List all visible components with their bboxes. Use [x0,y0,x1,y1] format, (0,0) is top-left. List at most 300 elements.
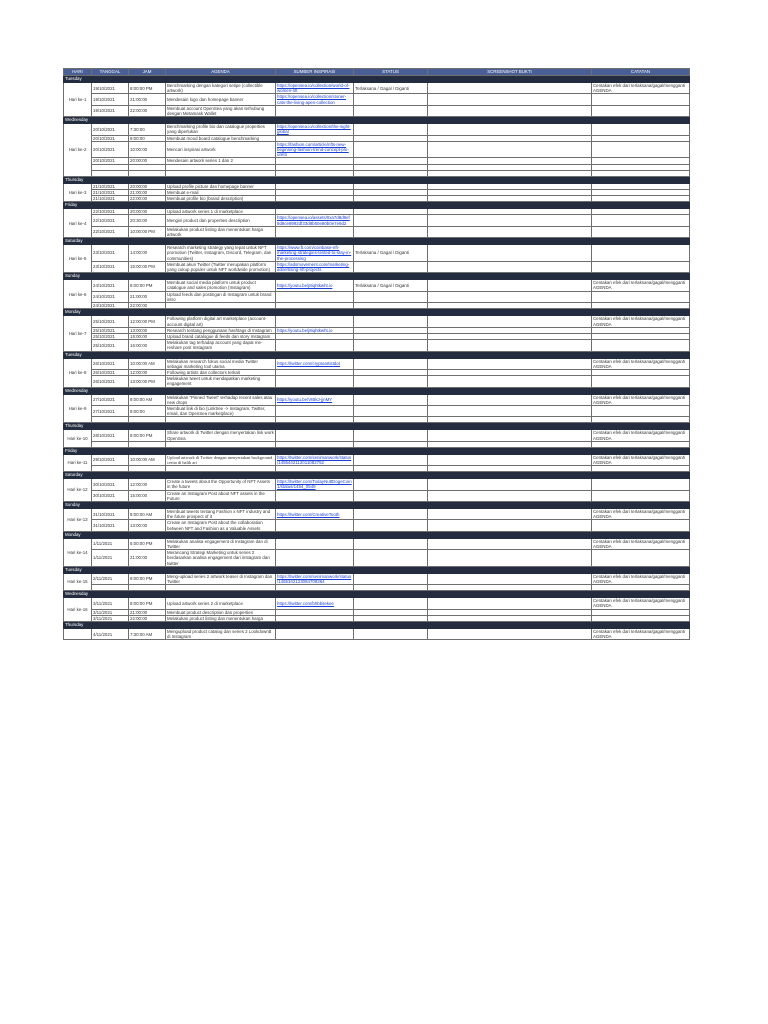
screenshot-cell [428,124,592,135]
sumber-cell [276,141,354,158]
agenda-cell: Upload brand catalogue di feeds dan story Instagram [166,333,276,339]
jam-cell: 21:00:00 [129,291,166,302]
hari-cell: Hari ke-9 [64,394,92,423]
header-hari: HARI [64,69,92,76]
hari-cell: Hari ke-16 [64,598,92,622]
tanggal-cell: 25/10/2021 [92,316,129,327]
jam-cell: 8:00:00 PM [129,280,166,291]
tanggal-cell: 26/10/2021 [92,376,129,387]
table-row [64,124,690,135]
jam-cell: 15:00:00 [129,333,166,339]
catatan-cell: Centakan efek dari terlaksana/gagal/mengganti AGENDA [592,454,690,465]
catatan-cell [592,141,690,158]
status-cell [354,141,428,158]
status-cell [354,394,428,405]
jam-cell: 21:00:00 [129,609,166,615]
screenshot-cell [428,520,592,531]
status-cell [354,226,428,237]
status-cell [354,573,428,584]
screenshot-cell [428,141,592,158]
sumber-cell [276,340,354,351]
header-screenshot: SCREENSHOT BUKTI [428,69,592,76]
tanggal-cell: 20/10/2021 [92,124,129,135]
day-header-row [64,309,690,316]
tanggal-cell: 20/10/2021 [92,158,129,164]
day-name: Tuesday [64,76,690,83]
tanggal-cell: 1/11/2021 [92,550,129,567]
table-row [64,405,690,416]
sumber-cell [276,94,354,105]
day-header-row [64,423,690,430]
agenda-cell: Merancang Strategi Marketing untuk series 2 berdasarkan analisa engagement dari instagram dan twitter [166,550,276,567]
agenda-cell: Benchmarking dengan kategori setipe (collectible artwork) [166,83,276,94]
tanggal-cell: 22/10/2021 [92,209,129,215]
tanggal-cell: 30/10/2021 [92,479,129,490]
table-row [64,94,690,105]
status-cell [354,105,428,116]
agenda-cell: Melakukan product listing dan menentukan harga [166,615,276,621]
agenda-cell: Mencari inspirasi artwork [166,141,276,158]
table-row [64,394,690,405]
screenshot-cell [428,358,592,369]
table-row [64,376,690,387]
agenda-cell: Upload feeds dan postingan di Instagram untuk brand intro [166,291,276,302]
sumber-cell [276,105,354,116]
sumber-link[interactable]: https://twitter.com/bhbbitekee [277,600,334,606]
catatan-cell [592,215,690,226]
screenshot-cell [428,629,592,640]
sumber-cell [276,454,354,465]
status-cell [354,550,428,567]
jam-cell: 9:00:00 [129,135,166,141]
day-name: Tuesday [64,566,690,573]
agenda-cell: Melakukan tweet untuk mendapatkan marketing engagement [166,376,276,387]
table-row [64,629,690,640]
table-row [64,538,690,549]
sumber-link[interactable]: https://opensea.io/collection/stoner-cats-the-living-apes-collection [277,94,347,105]
screenshot-cell [428,226,592,237]
jam-cell: 8:00:00 AM [129,508,166,519]
agenda-cell: Create a tweets about the Opportunity of NFT Assets in the future [166,479,276,490]
screenshot-cell [428,405,592,416]
sumber-cell [276,629,354,640]
catatan-cell: Centakan efek dari terlaksana/gagal/mengganti AGENDA [592,508,690,519]
agenda-cell: Membuat profile bio (brand description) [166,196,276,202]
day-name: Thursday [64,423,690,430]
catatan-cell [592,479,690,490]
hari-cell: Hari ke-8 [64,358,92,387]
sumber-link[interactable]: https://fashion.com/article/nfts-new-beginning-fashion-trend-concept-plo-uretri [277,141,349,158]
table-row [64,490,690,501]
tanggal-cell: 19/10/2021 [92,105,129,116]
sumber-link[interactable]: https://opensea.io/assets/0xa7d8d9ef8d8ce8992df33d8b50e80b0e7e9d2 [277,215,350,226]
tanggal-cell: 21/10/2021 [92,196,129,202]
status-cell [354,316,428,327]
jam-cell: 15:00:00 PM [129,261,166,272]
jam-cell: 13:00:00 [129,327,166,333]
tanggal-cell: 19/10/2021 [92,83,129,94]
agenda-cell: Mengisi product dan properties description [166,215,276,226]
sumber-link[interactable]: https://www.ft.com/coinbase-nft-marketing-strategies-tested-to-stay-in-the-processing [277,245,352,261]
status-cell [354,124,428,135]
jam-cell: 8:00:00 AM [129,394,166,405]
sumber-link[interactable]: https://twitter.com/senimanwork/status/1455342123084708364 [277,573,352,584]
tanggal-cell: 22/10/2021 [92,215,129,226]
catatan-cell: Centakan efek dari terlaksana/gagal/mengganti AGENDA [592,358,690,369]
agenda-cell: Research marketing strategy yang tepat untuk NFT promotion (Twitter, Instagram, Discord, Telegram, dan communities) [166,245,276,262]
sumber-cell [276,479,354,490]
hari-cell: Hari ke-7 [64,316,92,351]
jam-cell: 20:00:00 [129,183,166,189]
status-cell [354,358,428,369]
agenda-cell: Melakukan research fokus social media Twitter sebagai marketing tool utama [166,358,276,369]
schedule-table [63,68,690,640]
day-name: Thursday [64,176,690,183]
jam-cell: 22:00:00 [129,196,166,202]
tanggal-cell: 24/10/2021 [92,303,129,309]
sumber-link[interactable]: https://adsmovement.com/marketing-advertising-nft-projects [277,261,350,273]
catatan-cell [592,261,690,272]
jam-cell: 13:00:00 [129,520,166,531]
header-status: STATUS [354,69,428,76]
screenshot-cell [428,538,592,549]
catatan-cell [592,94,690,105]
agenda-cell: Meng-upload series 2 artwork teaser di Instagram dan Twitter [166,573,276,584]
agenda-cell: Research tentang penggunaan hashtags di Instagram [166,327,276,333]
agenda-cell: Following platform digital art marketplace (account-account digital art) [166,316,276,327]
table-row [64,508,690,519]
jam-cell: 10:00:00 PM [129,226,166,237]
tanggal-cell: 26/10/2021 [92,369,129,375]
screenshot-cell [428,479,592,490]
table-row [64,105,690,116]
header-sumber: SUMBER INSPIRASI [276,69,354,76]
table-row [64,83,690,94]
agenda-cell: Membuat akun Twitter (Twitter merupakan platform yang cukup populer untuk NFT worldwide promotion) [166,261,276,272]
catatan-cell: Centakan efek dari terlaksana/gagal/mengganti AGENDA [592,629,690,640]
sumber-cell [276,394,354,405]
header-agenda: AGENDA [166,69,276,76]
day-header-row [64,501,690,508]
day-name: Sunday [64,501,690,508]
screenshot-cell [428,454,592,465]
tanggal-cell: 1/11/2021 [92,538,129,549]
screenshot-cell [428,83,592,94]
status-cell [354,454,428,465]
day-name: Friday [64,202,690,209]
table-row [64,358,690,369]
sumber-cell [276,430,354,441]
sumber-cell [276,124,354,135]
header-row [64,69,690,76]
tanggal-cell: 21/10/2021 [92,189,129,195]
table-row [64,280,690,291]
day-header-row [64,622,690,629]
agenda-cell: Following artists dan collectors terkait [166,369,276,375]
jam-cell: 8:00:00 PM [129,573,166,584]
catatan-cell: Centakan efek dari terlaksana/gagal/mengganti AGENDA [592,430,690,441]
jam-cell: 7:30:00 AM [129,629,166,640]
day-name: Wednesday [64,591,690,598]
day-header-row [64,273,690,280]
jam-cell: 12:00:00 PM [129,316,166,327]
screenshot-cell [428,316,592,327]
tanggal-cell: 30/10/2021 [92,490,129,501]
status-cell [354,479,428,490]
sumber-cell [276,490,354,501]
day-header-row [64,566,690,573]
sumber-link[interactable]: https://twitter.com/CreativeTooth [277,511,340,517]
tanggal-cell: 21/10/2021 [92,183,129,189]
jam-cell: 21:00:00 [129,189,166,195]
agenda-cell: Mengupload product catalog dan series 2 Lookdown$ di Instagram [166,629,276,640]
catatan-cell [592,550,690,567]
day-header-row [64,531,690,538]
status-cell: Terlaksana / Gagal / Diganti [354,280,428,291]
sumber-cell [276,538,354,549]
agenda-cell: Upload artwork series 2 di marketplace [166,598,276,609]
hari-cell: Hari ke-5 [64,245,92,273]
catatan-cell [592,376,690,387]
agenda-cell: Membuat account OpenSea yang akan terhubung dengan Metamask Wallet [166,105,276,116]
sumber-cell [276,405,354,416]
status-cell [354,376,428,387]
screenshot-cell [428,508,592,519]
table-row [64,291,690,302]
sumber-link[interactable]: https://twitter.com/senimanwork/status/1455442112011082752 [277,454,352,465]
screenshot-cell [428,94,592,105]
table-row [64,550,690,567]
screenshot-cell [428,573,592,584]
jam-cell: 20:00:00 [129,209,166,215]
catatan-cell [592,291,690,302]
hari-cell: Hari ke-4 [64,209,92,238]
catatan-cell: Centakan efek dari terlaksana/gagal/mengganti AGENDA [592,598,690,609]
jam-cell: 20:30:00 [129,215,166,226]
hari-cell [64,629,92,640]
day-header-row [64,387,690,394]
tanggal-cell: 20/10/2021 [92,135,129,141]
screenshot-cell [428,105,592,116]
tanggal-cell: 3/11/2021 [92,598,129,609]
agenda-cell: Membuat mood board catalogue benchmarking [166,135,276,141]
sumber-link[interactable]: https://youtu.be/j8iqhtkwht.io [277,282,333,288]
tanggal-cell: 26/10/2021 [92,358,129,369]
jam-cell: 8:00:00 PM [129,430,166,441]
jam-cell: 22:00:00 [129,303,166,309]
sumber-link[interactable]: https://twitter.com/TodayNuttDogeCoin1/status/1454_0549 [277,479,352,490]
day-name: Monday [64,309,690,316]
screenshot-cell [428,394,592,405]
hari-cell: Hari ke-1 [64,83,92,117]
status-cell [354,629,428,640]
screenshot-cell [428,261,592,272]
catatan-cell [592,245,690,262]
jam-cell: 10:00:00 AM [129,358,166,369]
tanggal-cell: 29/10/2021 [92,454,129,465]
catatan-cell: Centakan efek dari terlaksana/gagal/mengganti AGENDA [592,538,690,549]
agenda-cell: Membuat e-mail [166,189,276,195]
day-header-row [64,472,690,479]
table-row [64,340,690,351]
header-catatan: CATATAN [592,69,690,76]
tanggal-cell: 23/10/2021 [92,261,129,272]
catatan-cell [592,490,690,501]
agenda-cell: Benchmarking profile bio dan catalogue properties yang diperlukan [166,124,276,135]
table-row [64,261,690,272]
agenda-cell: Melakukan analisa engagement di Instagram dan di Twitter [166,538,276,549]
screenshot-cell [428,245,592,262]
sumber-link[interactable]: https://opensea.io/collection/world-of-women-nft [277,83,350,94]
day-header-row [64,202,690,209]
table-row [64,520,690,531]
hari-cell: Hari ke-2 [64,124,92,176]
sumber-cell [276,245,354,262]
status-cell [354,405,428,416]
catatan-cell [592,340,690,351]
jam-cell: 12:00:00 [129,369,166,375]
agenda-cell: Share artwork di Twitter dengan menyertakan link work OpenSea [167,430,274,441]
jam-cell: 13:00:00 PM [129,376,166,387]
table-row [64,479,690,490]
tanggal-cell: 28/10/2021 [92,430,129,441]
day-name: Saturday [64,238,690,245]
agenda-cell: Create an Instagram Post about the collaboration between NFT and Fashion as a Valuable Assets [166,520,276,531]
catatan-cell: Centakan efek dari terlaksana/gagal/mengganti AGENDA [592,573,690,584]
status-cell [354,215,428,226]
header-tanggal: TANGGAL [92,69,129,76]
agenda-cell: Upload artwork di Twitter dengan menyertakan background cerita di balik art [166,454,276,465]
table-row [64,245,690,262]
screenshot-cell [428,291,592,302]
jam-cell: 7:30:00 [129,124,166,135]
day-header-row [64,238,690,245]
sumber-cell [276,280,354,291]
agenda-cell: Melakukan product listing dan menentukan harga artwork [166,226,276,237]
day-name: Monday [64,531,690,538]
day-name: Saturday [64,472,690,479]
screenshot-cell [428,550,592,567]
agenda-cell: Membuat link di bio (Linktree -> Instagram, Twitter, email, dan OpenSea marketplace) [166,405,276,416]
catatan-cell [592,226,690,237]
hari-cell: Hari ke-6 [64,280,92,309]
day-header-row [64,591,690,598]
hari-cell: Hari ke-10 [64,430,92,447]
sumber-cell [276,573,354,584]
tanggal-cell: 25/10/2021 [92,333,129,339]
tanggal-cell: 20/10/2021 [92,141,129,158]
tanggal-cell: 31/10/2021 [92,508,129,519]
table-row [64,430,690,441]
day-name: Tuesday [64,351,690,358]
sumber-cell [276,520,354,531]
sumber-cell [276,83,354,94]
status-cell [354,508,428,519]
status-cell [354,261,428,272]
tanggal-cell: 23/10/2021 [92,245,129,262]
catatan-cell [592,405,690,416]
hari-cell: Hari ke-13 [64,508,92,531]
jam-cell: 21:00:00 [129,550,166,567]
agenda-cell: Membuat product description dan properties [166,609,276,615]
status-cell [354,538,428,549]
tanggal-cell: 3/11/2021 [92,609,129,615]
tanggal-cell: 25/10/2021 [92,340,129,351]
day-header-row [64,117,690,124]
tanggal-cell: 27/10/2021 [92,394,129,405]
status-cell [354,430,428,441]
screenshot-cell [428,376,592,387]
agenda-cell: Upload profile picture dan homepage banner [166,183,276,189]
catatan-cell: Centakan efek dari terlaksana/gagal/mengganti AGENDA [592,394,690,405]
screenshot-cell [428,215,592,226]
agenda-cell: Mendesain logo dan homepage banner [166,94,276,105]
screenshot-cell [428,490,592,501]
jam-cell: 15:00:00 [129,490,166,501]
tanggal-cell: 24/10/2021 [92,291,129,302]
jam-cell: 5:00:00 PM [129,538,166,549]
day-header-row [64,176,690,183]
status-cell [354,291,428,302]
jam-cell: 21:00:00 [129,94,166,105]
jam-cell: 9:00:00 [129,405,166,416]
jam-cell: 12:00:00 [129,479,166,490]
sumber-cell [276,215,354,226]
status-cell [354,520,428,531]
jam-cell: 10:00:00 [129,141,166,158]
sumber-link[interactable]: https://opensea.io/collection/the-sight-global [277,124,351,135]
day-header-row [64,351,690,358]
agenda-cell: Melakukan "Pinned Tweet" terhadap recent sales atau new drops [166,394,276,405]
tanggal-cell: 27/10/2021 [92,405,129,416]
catatan-cell: Centakan efek dari terlaksana/gagal/mengganti AGENDA [592,316,690,327]
table-row [64,141,690,158]
status-cell [354,94,428,105]
tanggal-cell: 24/10/2021 [92,280,129,291]
status-cell: Terlaksana / Gagal / Diganti [354,83,428,94]
day-name: Friday [64,447,690,454]
screenshot-cell [428,280,592,291]
hari-cell: Hari ke-12 [64,479,92,502]
status-cell: Terlaksana / Gagal / Diganti [354,245,428,262]
sumber-link[interactable]: https://youtu.be/j8iqhtkwht.io [277,327,333,333]
tanggal-cell: 31/10/2021 [92,520,129,531]
day-header-row [64,447,690,454]
jam-cell: 20:00:00 [129,158,166,164]
header-jam: JAM [129,69,166,76]
sumber-cell [276,598,354,609]
day-header-row [64,76,690,83]
screenshot-cell [428,598,592,609]
jam-cell: 22:00:00 [129,615,166,621]
hari-cell: Hari ke-11 [64,454,92,471]
schedule-body [64,76,690,640]
status-cell [354,598,428,609]
day-name: Wednesday [64,387,690,394]
sumber-link[interactable]: https://twitter.com/cryptoartistdot [277,361,340,367]
hari-cell: Hari ke-3 [64,183,92,202]
agenda-cell: Create an Instagram Post about NFT assets in the Future [166,490,276,501]
tanggal-cell: 2/11/2021 [92,573,129,584]
sumber-cell [276,316,354,327]
sumber-link[interactable]: https://youtu.be/VIBkJ-jjnMY [277,397,333,403]
jam-cell: 8:00:00 PM [129,598,166,609]
day-name: Sunday [64,273,690,280]
jam-cell: 14:00:00 [129,245,166,262]
table-row [64,598,690,609]
tanggal-cell: 4/11/2021 [92,629,129,640]
status-cell [354,490,428,501]
